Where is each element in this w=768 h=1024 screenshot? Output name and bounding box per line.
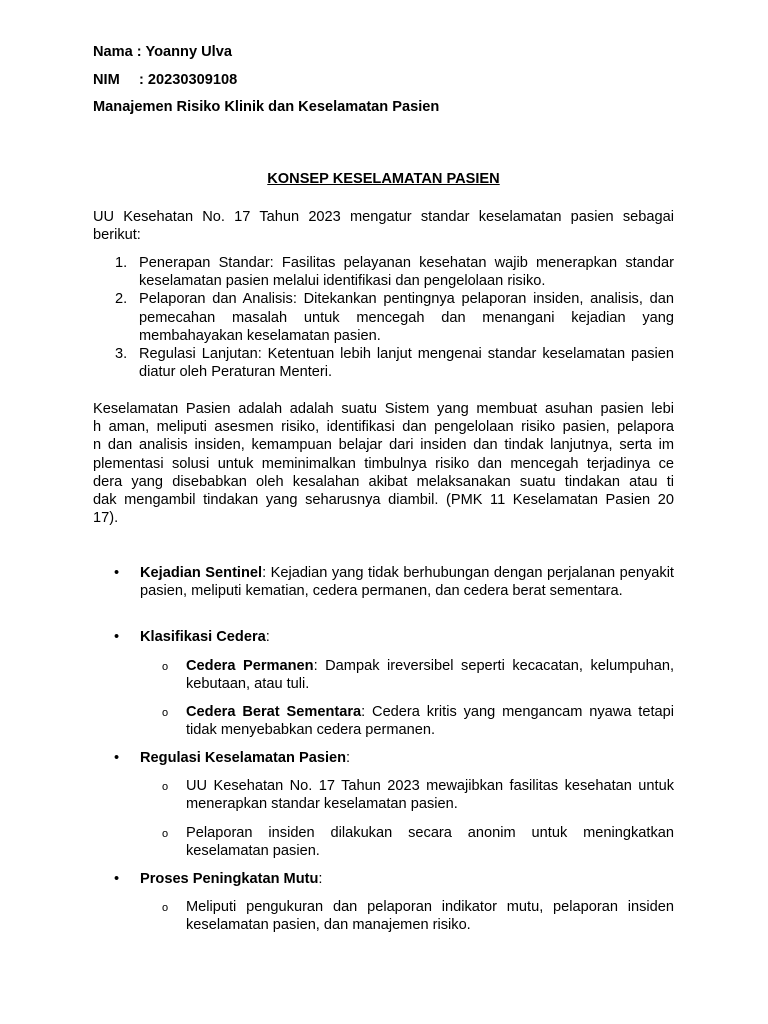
student-name: Nama : Yoanny Ulva <box>93 44 232 60</box>
bullet-kejadian-sentinel: • Kejadian Sentinel: Kejadian yang tidak berhubungan dengan perjalanan penyakit pasien, meliputi kematian, cedera permanen, dan cedera berat sementara. <box>114 565 674 600</box>
bullet-klasifikasi-cedera: • Klasifikasi Cedera: <box>114 629 270 645</box>
text-line: h aman, meliputi asesmen risiko, identifikasi dan pengelolaan risiko pasien, pelapora <box>93 419 674 436</box>
bullet-icon: • <box>114 871 120 887</box>
text-line: Keselamatan Pasien adalah adalah suatu Sistem yang membuat asuhan pasien lebi <box>93 401 674 417</box>
document-title: KONSEP KESELAMATAN PASIEN <box>267 171 500 187</box>
bullet-peningkatan-mutu: • Proses Peningkatan Mutu: <box>114 871 323 887</box>
numbered-list <box>93 254 674 381</box>
student-nim <box>93 71 237 89</box>
bullet-icon: • <box>114 750 120 766</box>
list-item: 3. Regulasi Lanjutan: Ketentuan lebih lanjut mengenai standar keselamatan pasien diatur oleh Peraturan Menteri. <box>115 346 674 381</box>
sub-bullet-icon: o <box>162 828 169 840</box>
sub-bullet-regulasi-pelaporan: o Pelaporan insiden dilakukan secara anonim untuk meningkatkan keselamatan pasien. <box>162 825 674 860</box>
text-line: 17). <box>93 510 119 527</box>
sub-bullet-mutu: o Meliputi pengukuran dan pelaporan indikator mutu, pelaporan insiden keselamatan pasien, dan manajemen risiko. <box>162 899 674 934</box>
sub-bullet-regulasi-uu: o UU Kesehatan No. 17 Tahun 2023 mewajibkan fasilitas kesehatan untuk menerapkan standar keselamatan pasien. <box>162 778 674 813</box>
sub-bullet-icon: o <box>162 661 169 673</box>
sub-bullet-cedera-berat: o Cedera Berat Sementara: Cedera kritis yang mengancam nyawa tetapi tidak menyebabkan cedera permanen. <box>162 704 674 739</box>
bullet-icon: • <box>114 629 120 645</box>
nim-value: : 20230309108 <box>139 72 238 88</box>
list-number: 3. <box>115 346 128 363</box>
list-number: 1. <box>115 255 128 271</box>
sub-bullet-icon: o <box>162 902 169 914</box>
list-item: 2. Pelaporan dan Analisis: Ditekankan pentingnya pelaporan insiden, analisis, dan pemecahan masalah untuk mencegah dan menangani kejadian yang membahayakan keselamatan pasien. <box>115 291 674 344</box>
sub-bullet-icon: o <box>162 781 169 793</box>
list-item: 1. Penerapan Standar: Fasilitas pelayanan kesehatan wajib menerapkan standar keselamatan pasien melalui identifikasi dan pengelolaan risiko. <box>115 255 674 290</box>
text-line: dak mengambil tindakan yang seharusnya diambil. (PMK 11 Keselamatan Pasien 20 <box>93 492 674 509</box>
definition-paragraph <box>93 400 674 527</box>
bullet-icon: • <box>114 565 120 581</box>
course-name: Manajemen Risiko Klinik dan Keselamatan Pasien <box>93 99 440 115</box>
sub-bullet-icon: o <box>162 707 169 719</box>
text-line: dera yang disebabkan oleh kesalahan akibat melaksanakan suatu tindakan atau ti <box>93 473 674 490</box>
bullet-regulasi: • Regulasi Keselamatan Pasien: <box>114 750 351 766</box>
text-line: n dan analisis insiden, kemampuan belajar dari insiden dan tindak lanjutnya, serta im <box>93 437 674 454</box>
nim-label: NIM <box>93 72 120 88</box>
sub-bullet-cedera-permanen: o Cedera Permanen: Dampak ireversibel seperti kecacatan, kelumpuhan, kebutaan, atau tuli. <box>162 658 675 693</box>
text-line: plementasi solusi untuk meminimalkan timbulnya risiko dan mencegah terjadinya ce <box>93 455 674 472</box>
intro-paragraph: UU Kesehatan No. 17 Tahun 2023 mengatur standar keselamatan pasien sebagai berikut: <box>93 209 674 244</box>
list-number: 2. <box>115 291 128 308</box>
